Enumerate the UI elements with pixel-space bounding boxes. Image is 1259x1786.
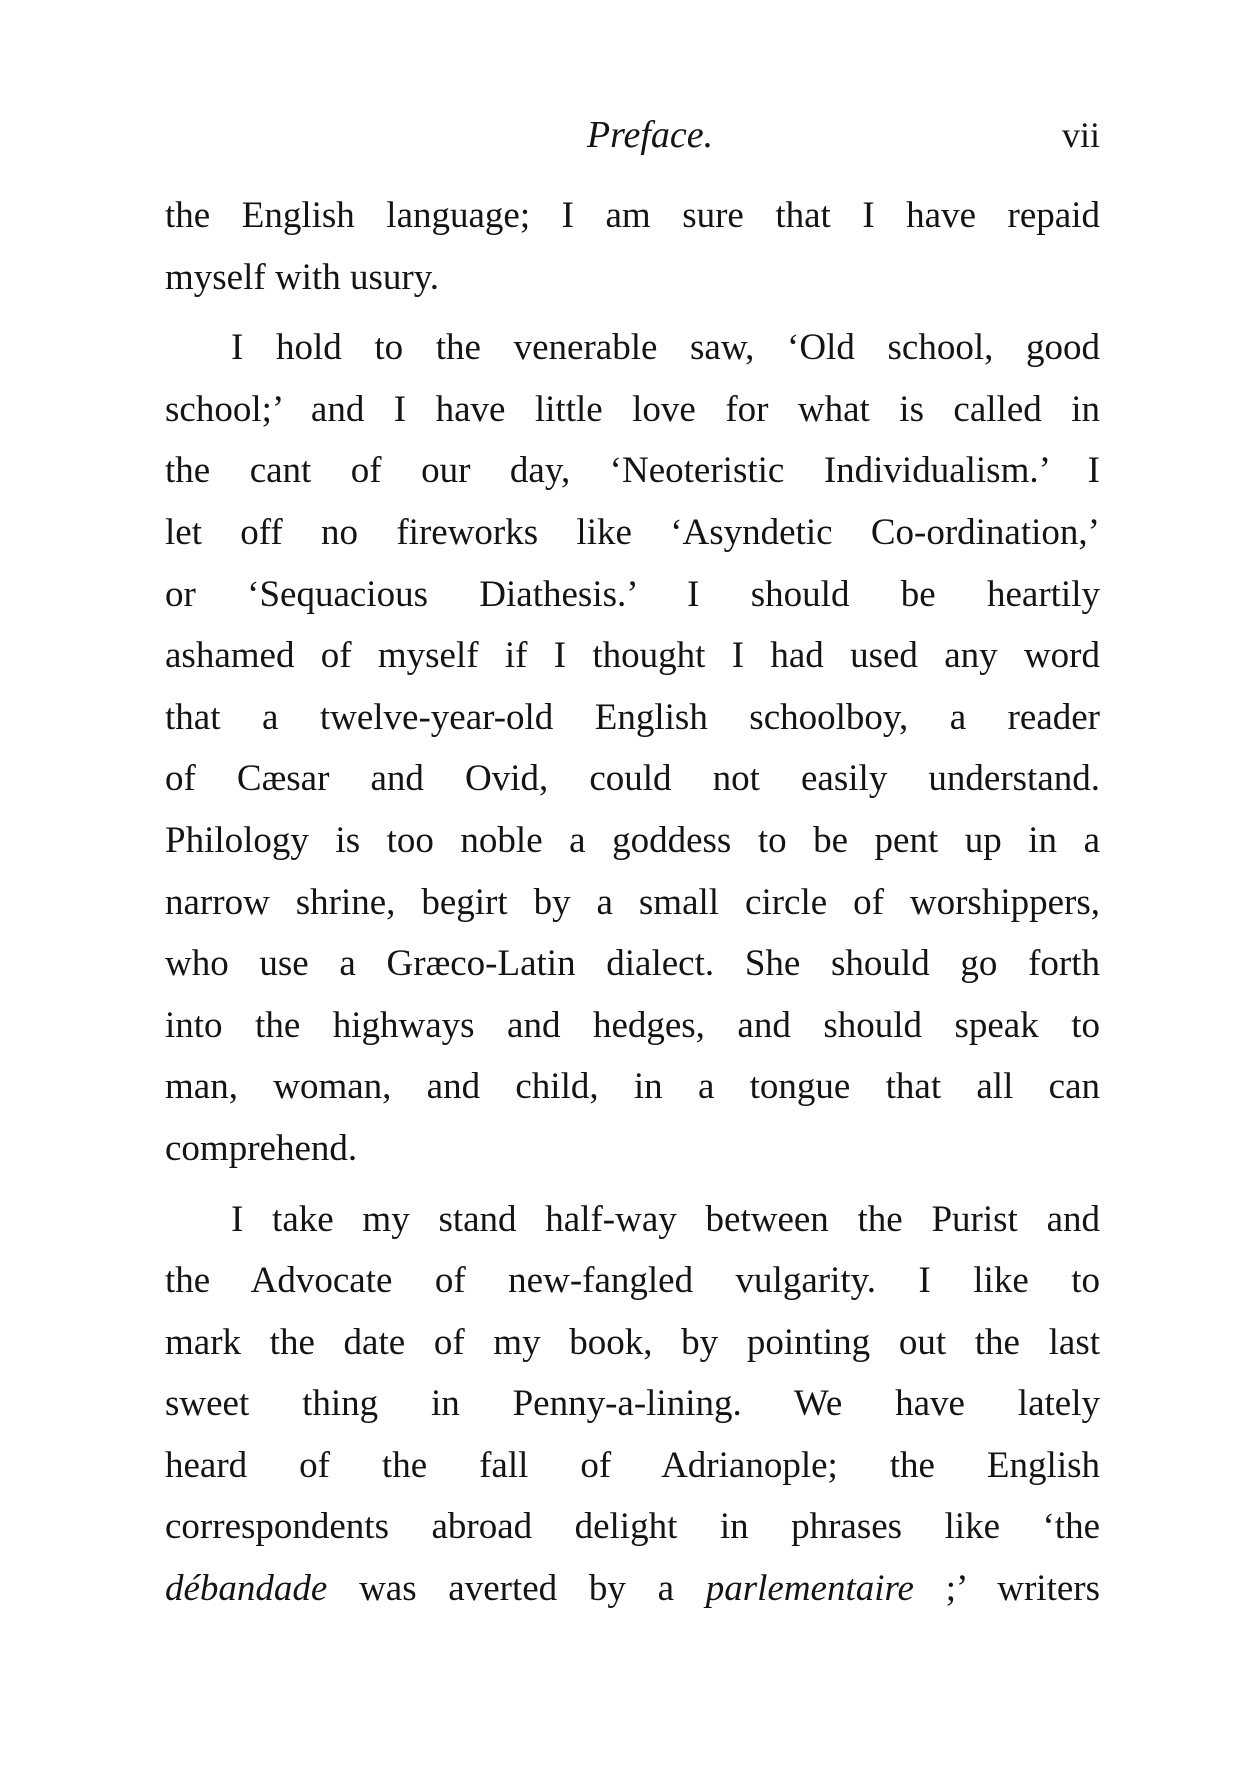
text-line: I hold to the venerable saw, ‘Old school, good [231, 327, 1100, 369]
text-line: sweet thing in Penny-a-lining. We have lately [165, 1383, 1100, 1425]
text-line: or ‘Sequacious Diathesis.’ I should be heartily [165, 573, 1100, 615]
running-head [160, 110, 1100, 160]
paragraph-gap [165, 308, 1100, 317]
text-line: the English language; I am sure that I have repaid [165, 195, 1100, 236]
text-line: school;’ and I have little love for what is called in [165, 388, 1100, 430]
italic-term: parlementaire [705, 1568, 914, 1610]
text-fragment: was averted by a [327, 1568, 706, 1610]
text-line: ashamed of myself if I thought I had used any word [165, 635, 1100, 677]
text-line: the Advocate of new-fangled vulgarity. I like to [165, 1260, 1100, 1302]
text-line-mixed [165, 1558, 1100, 1620]
text-line: comprehend. [165, 1127, 358, 1169]
italic-term: débandade [165, 1568, 328, 1610]
running-title: Preface. [586, 114, 714, 156]
text-line: correspondents abroad delight in phrases like ‘the [165, 1506, 1100, 1548]
text-line: let off no fireworks like ‘Asyndetic Co-ordination,’ [165, 511, 1100, 553]
text-line: Philology is too noble a goddess to be pent up in a [165, 819, 1100, 861]
text-line: the cant of our day, ‘Neoteristic Individualism.’ I [165, 450, 1100, 492]
text-line: narrow shrine, begirt by a small circle of worshippers, [165, 881, 1100, 923]
text-line: man, woman, and child, in a tongue that all can [165, 1066, 1100, 1108]
text-line: into the highways and hedges, and should speak to [165, 1004, 1100, 1046]
text-line: of Cæsar and Ovid, could not easily understand. [165, 758, 1100, 800]
text-line: that a twelve-year-old English schoolboy, a reader [165, 696, 1100, 738]
text-line: who use a Græco-Latin dialect. She should go forth [165, 943, 1100, 985]
text-line: mark the date of my book, by pointing out the last [165, 1321, 1100, 1363]
text-line: I take my stand half-way between the Purist and [231, 1198, 1100, 1240]
text-fragment: ;’ writers [913, 1568, 1100, 1610]
body-text [165, 185, 1100, 1620]
text-line: heard of the fall of Adrianople; the English [165, 1444, 1100, 1486]
text-line: myself with usury. [165, 256, 440, 298]
page-number: vii [1061, 115, 1100, 155]
paragraph-gap [165, 1180, 1100, 1189]
